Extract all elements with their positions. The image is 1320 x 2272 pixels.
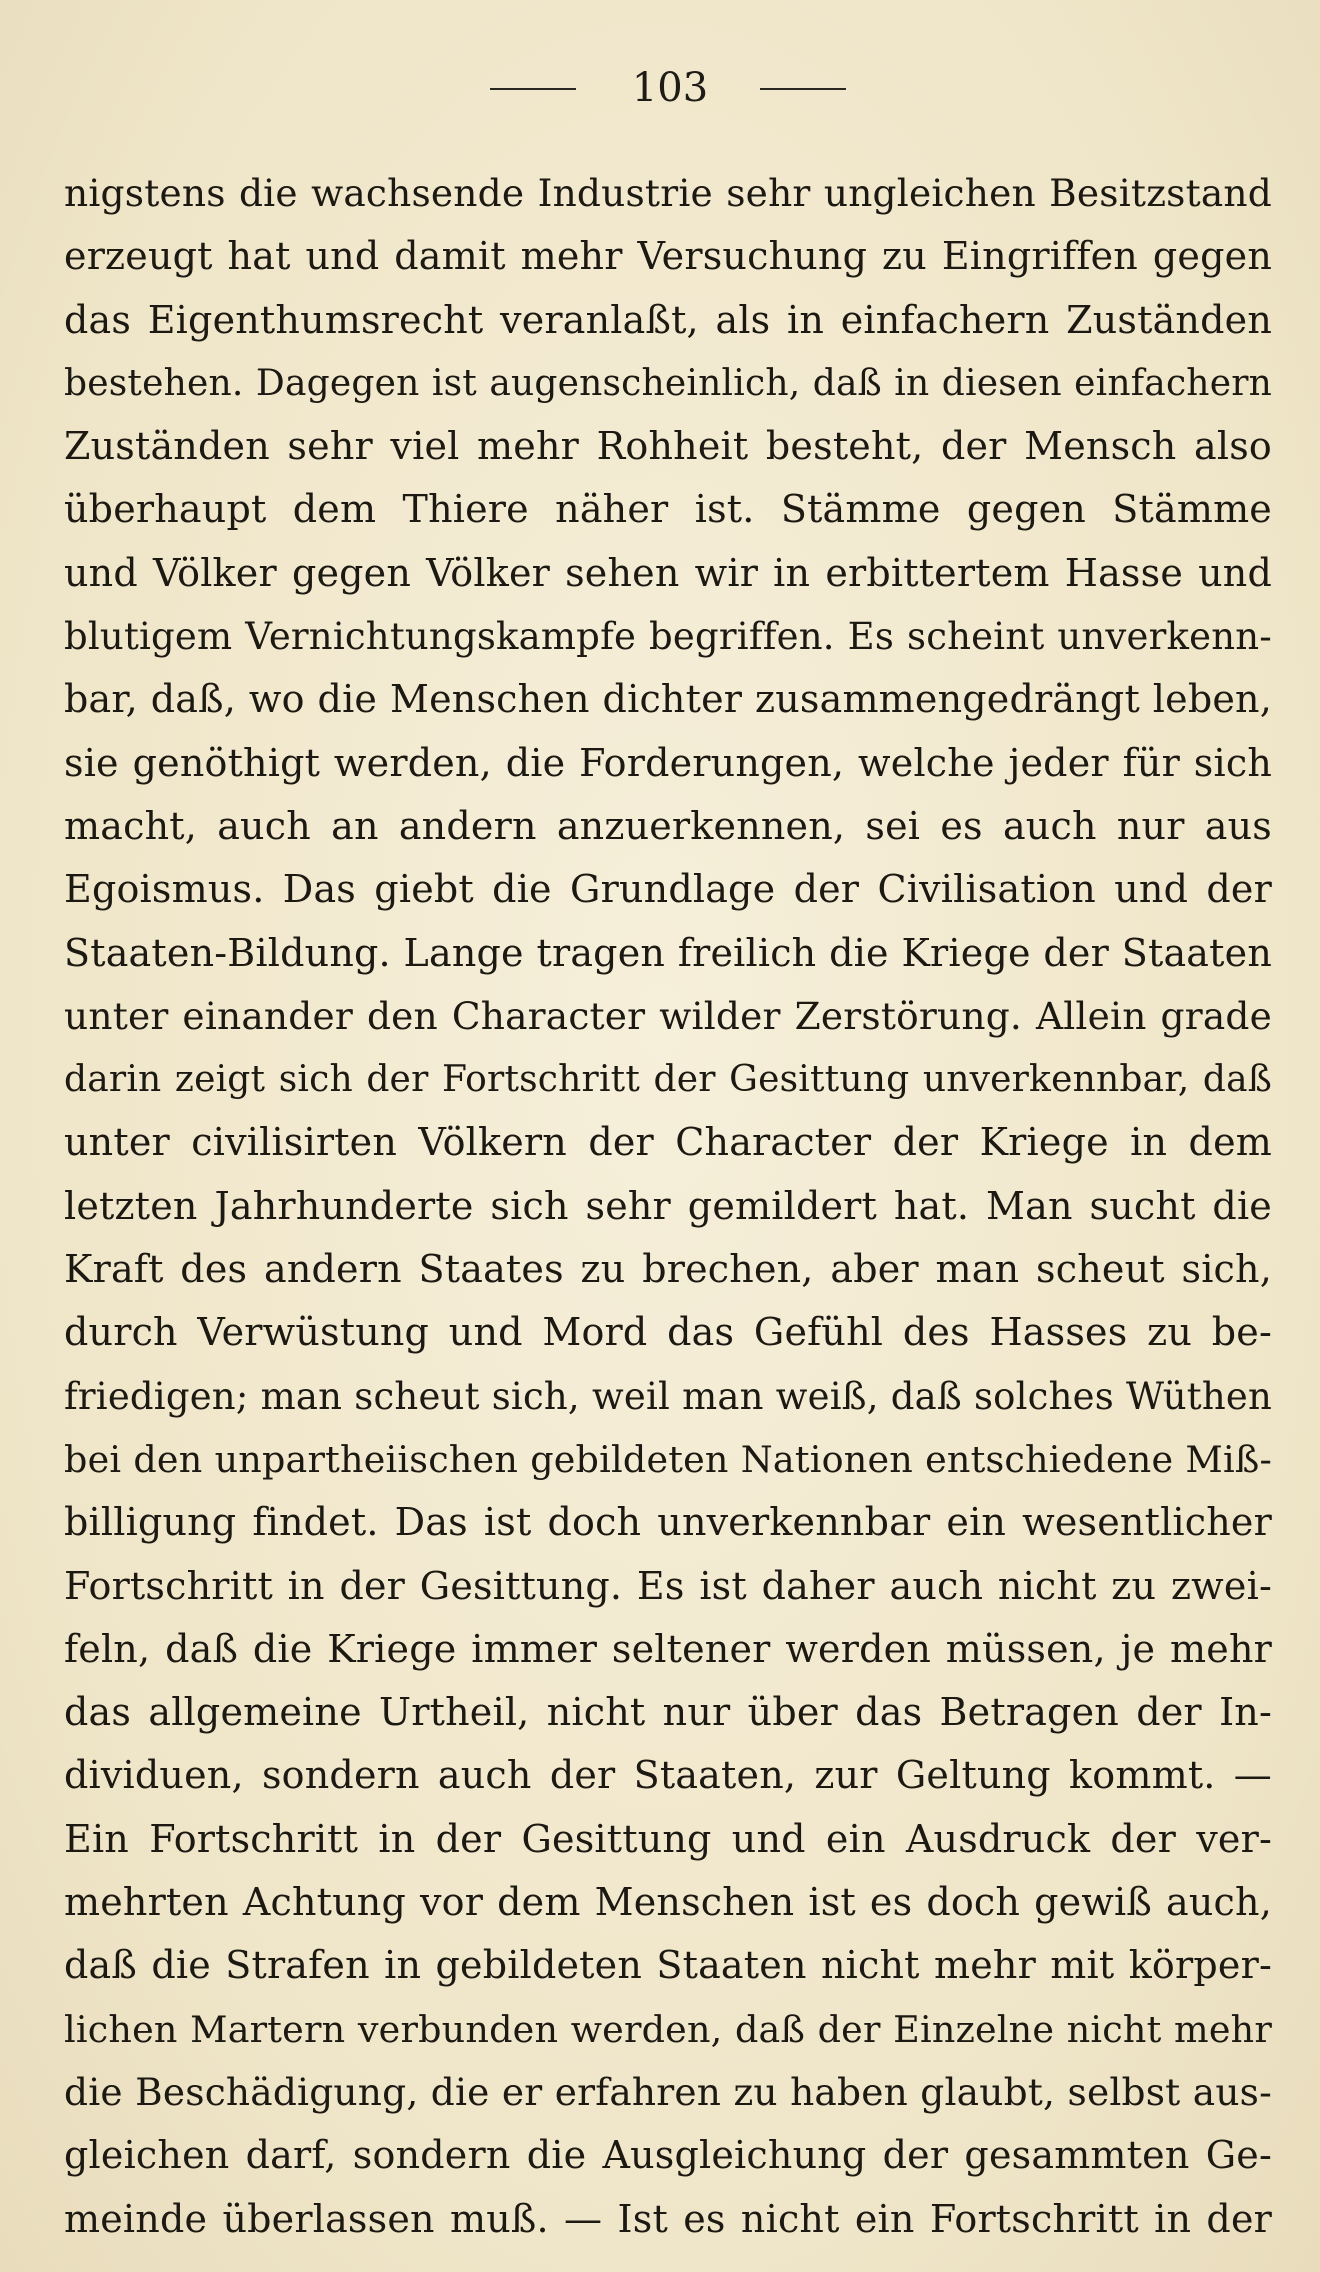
text-line: und Völker gegen Völker sehen wir in erbittertem Hasse und [64, 550, 1272, 595]
text-line: Ein Fortschritt in der Gesittung und ein Ausdruck der ver- [64, 1816, 1272, 1861]
text-line: darin zeigt sich der Fortschritt der Gesittung unverkennbar, daß [64, 1059, 1272, 1101]
text-line: gleichen darf, sondern die Ausgleichung der gesammten Ge- [64, 2133, 1272, 2178]
text-line: mehrten Achtung vor dem Menschen ist es doch gewiß auch, [64, 1880, 1272, 1925]
header-rule-left [490, 88, 576, 90]
text-line: blutigem Vernichtungskampfe begriffen. Es scheint unverkenn- [64, 615, 1272, 659]
text-line: dividuen, sondern auch der Staaten, zur Geltung kommt. — [64, 1753, 1272, 1798]
text-line: bestehen. Dagegen ist augenscheinlich, daß in diesen einfachern [64, 362, 1272, 404]
text-line: Fortschritt in der Gesittung. Es ist daher auch nicht zu zwei- [64, 1563, 1272, 1608]
text-line: Zuständen sehr viel mehr Rohheit besteht, der Mensch also [64, 424, 1272, 469]
text-line: unter civilisirten Völkern der Character der Kriege in dem [64, 1120, 1272, 1165]
header-rule-right [760, 88, 846, 90]
text-line: nigstens die wachsende Industrie sehr ungleichen Besitzstand [64, 171, 1272, 215]
text-line: friedigen; man scheut sich, weil man weiß, daß solches Wüthen [64, 1374, 1272, 1418]
text-line: macht, auch an andern anzuerkennen, sei es auch nur aus [64, 803, 1272, 848]
text-line: bar, daß, wo die Menschen dichter zusammengedrängt leben, [64, 677, 1272, 722]
text-line: das allgemeine Urtheil, nicht nur über das Betragen der In- [64, 1690, 1272, 1735]
text-line: das Eigenthumsrecht veranlaßt, als in einfachern Zuständen [64, 297, 1272, 342]
body-text [64, 162, 1272, 2251]
text-line: meinde überlassen muß. — Ist es nicht ein Fortschritt in der [64, 2196, 1272, 2241]
text-line: Egoismus. Das giebt die Grundlage der Civilisation und der [64, 867, 1272, 912]
text-line: überhaupt dem Thiere näher ist. Stämme gegen Stämme [64, 487, 1272, 532]
text-line: billigung findet. Das ist doch unverkennbar ein wesentlicher [64, 1500, 1272, 1545]
page-header [0, 58, 1320, 118]
text-line: Kraft des andern Staates zu brechen, aber man scheut sich, [64, 1247, 1272, 1292]
text-line: letzten Jahrhunderte sich sehr gemildert hat. Man sucht die [64, 1183, 1272, 1228]
text-line: sie genöthigt werden, die Forderungen, welche jeder für sich [64, 740, 1272, 785]
text-line: daß die Strafen in gebildeten Staaten nicht mehr mit körper- [64, 1943, 1272, 1988]
text-line: Staaten-Bildung. Lange tragen freilich die Kriege der Staaten [64, 930, 1272, 975]
text-line: durch Verwüstung und Mord das Gefühl des Hasses zu be- [64, 1310, 1272, 1355]
text-line: feln, daß die Kriege immer seltener werden müssen, je mehr [64, 1626, 1272, 1671]
text-line: lichen Martern verbunden werden, daß der Einzelne nicht mehr [64, 2007, 1272, 2051]
text-line: die Beschädigung, die er erfahren zu haben glaubt, selbst aus- [64, 2069, 1272, 2114]
text-line: erzeugt hat und damit mehr Versuchung zu Eingriffen gegen [64, 234, 1272, 279]
text-line: unter einander den Character wilder Zerstörung. Allein grade [64, 993, 1272, 1038]
page-number: 103 [631, 65, 709, 111]
text-line: bei den unpartheiischen gebildeten Nationen entschiedene Miß- [64, 1437, 1272, 1481]
